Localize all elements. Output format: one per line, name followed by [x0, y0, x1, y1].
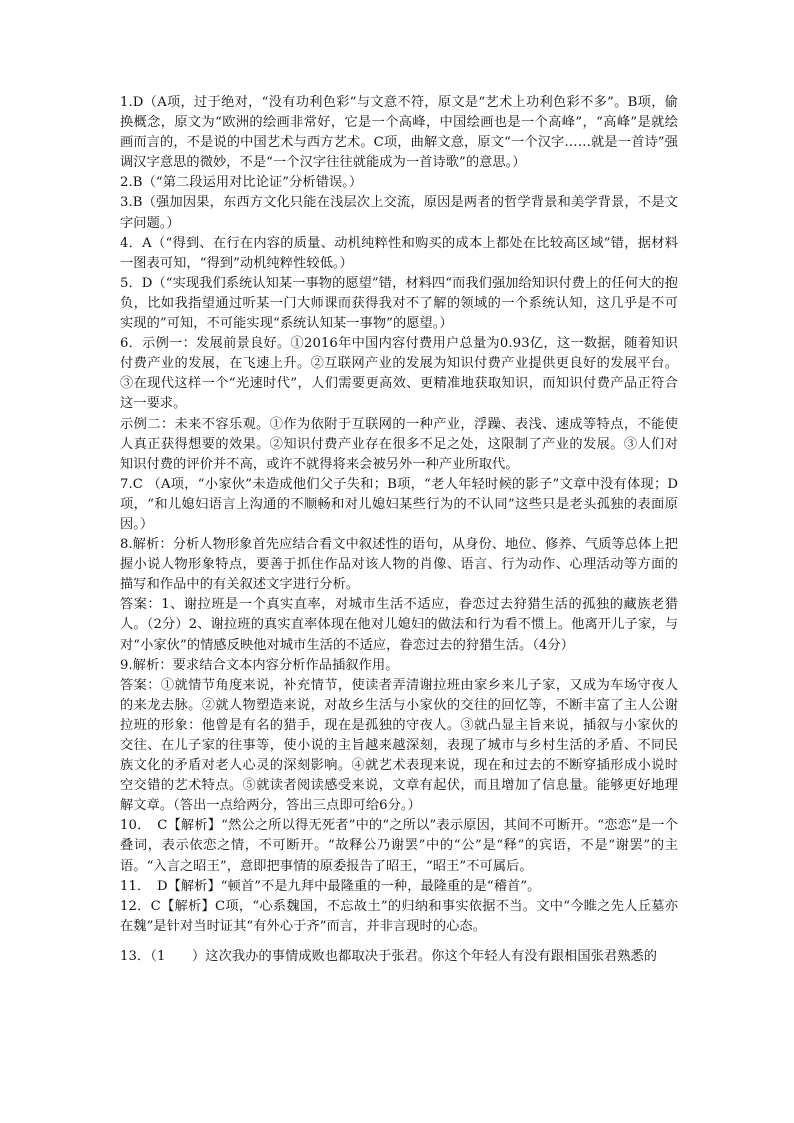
answer-3: 3.B（强加因果，东西方文化只能在浅层次上交流，原因是两者的哲学背景和美学背景，不是文字问题。） — [120, 195, 678, 231]
answer-6-example-2: 示例二：未来不容乐观。①作为依附于互联网的一种产业，浮躁、表浅、速成等特点，不能使人真正获得想要的效果。②知识付费产业存在很多不足之处，这限制了产业的发展。③人们对知识付费的评价并不高，或许不就得将来会被另外一种产业所取代。 — [120, 416, 678, 472]
answer-4: 4．A（“得到、在行在内容的质量、动机纯粹性和购买的成本上都处在比较高区域”错，据材料一图表可知，“得到”动机纯粹性较低。） — [120, 235, 678, 271]
answer-2: 2.B（“第二段运用对比论证”分析错误。） — [120, 175, 363, 191]
answer-10: 10． C【解析】“然公之所以得无死者”中的“之所以”表示原因，其间不可断开。“恋恋”是一个叠词，表示依恋之情，不可断开。“故释公乃谢罢”中的“公”是“释”的宾语，不是“谢罢”的主语。“入言之昭王”，意即把事情的原委报告了昭王，“昭王”不可属后。 — [120, 818, 678, 874]
answer-13: 13．（1 ）这次我办的事情成败也都取决于张君。你这个年轻人有没有跟相国张君熟悉的 — [120, 948, 658, 964]
answer-9-answer: 答案：①就情节角度来说，补充情节，使读者弄清谢拉班由家乡来儿子家，又成为车场守夜人的来龙去脉。②就人物塑造来说，对故乡生活与小家伙的交往的回忆等，不断丰富了主人公谢拉班的形象：他曾是有名的猎手，现在是孤独的守夜人。③就凸显主旨来说，插叙与小家伙的交往、在儿子家的往事等，使小说的主旨越来越深刻，表现了城市与乡村生活的矛盾、不同民族文化的矛盾对老人心灵的深刻影响。④就艺术表现来说，现在和过去的不断穿插形成小说时空交错的艺术特点。⑤就读者阅读感受来说，文章有起伏，而且增加了信息量。能够更好地理解文章。（答出一点给两分，答出三点即可给6分。） — [120, 677, 678, 814]
answer-8-analysis: 8.解析：分析人物形象首先应结合看文中叙述性的语句，从身份、地位、修养、气质等总体上把握小说人物形象特点，要善于抓住作品对该人物的肖像、语言、行为动作、心理活动等方面的描写和作品中的有关叙述文字进行分析。 — [120, 537, 678, 593]
answer-8-answer: 答案：1、谢拉班是一个真实直率，对城市生活不适应，眷恋过去狩猎生活的孤独的藏族老猎人。（2分）2、谢拉班的真实直率体现在他对儿媳妇的做法和行为看不惯上。他离开儿子家，与对“小家伙”的情感反映他对城市生活的不适应，眷恋过去的狩猎生活。（4分） — [120, 597, 678, 653]
answer-11: 11． D【解析】“顿首”不是九拜中最隆重的一种，最隆重的是“稽首”。 — [120, 878, 541, 894]
answer-key-page — [120, 93, 678, 967]
paragraph-gap — [120, 937, 678, 947]
answer-9-analysis: 9.解析：要求结合文本内容分析作品插叙作用。 — [120, 657, 399, 673]
answer-7: 7.C （A项，“小家伙”未造成他们父子失和；B项，“老人年轻时候的影子”文章中没有体现；D项，“和儿媳妇语言上沟通的不顺畅和对儿媳妇某些行为的不认同”这些只是老头孤独的表面原因。） — [120, 476, 678, 532]
answer-12: 12．C【解析】C项，“心系魏国，不忘故土”的归纳和事实依据不当。文中“今睢之先人丘墓亦在魏”是针对当时证其“有外心于齐”而言，并非言现时的心态。 — [120, 898, 678, 934]
answer-5: 5．D（“实现我们系统认知某一事物的愿望”错，材料四“而我们强加给知识付费上的任何大的抱负，比如我指望通过听某一门大师课而获得我对不了解的领域的一个系统认知，这几乎是不可实现的”可知，不可能实现“系统认知某一事物”的愿望。） — [120, 275, 678, 332]
answer-1: 1.D（A项，过于绝对，“没有功利色彩”与文意不符，原文是“艺术上功利色彩不多”。B项，偷换概念，原文为“欧洲的绘画非常好，它是一个高峰，中国绘画也是一个高峰”，“高峰”是就绘画而言的，不是说的中国艺术与西方艺术。C项，曲解文意，原文“一个汉字……就是一首诗”强调汉字意思的微妙，不是“一个汉字往往就能成为一首诗歌”的意思。） — [120, 95, 678, 171]
answer-6-example-1: 6．示例一：发展前景良好。①2016年中国内容付费用户总量为0.93亿，这一数据，随着知识付费产业的发展，在飞速上升。②互联网产业的发展为知识付费产业提供更良好的发展平台。③在现代这样一个“光速时代”，人们需要更高效、更精准地获取知识，而知识付费产品正符合这一要求。 — [120, 336, 678, 412]
